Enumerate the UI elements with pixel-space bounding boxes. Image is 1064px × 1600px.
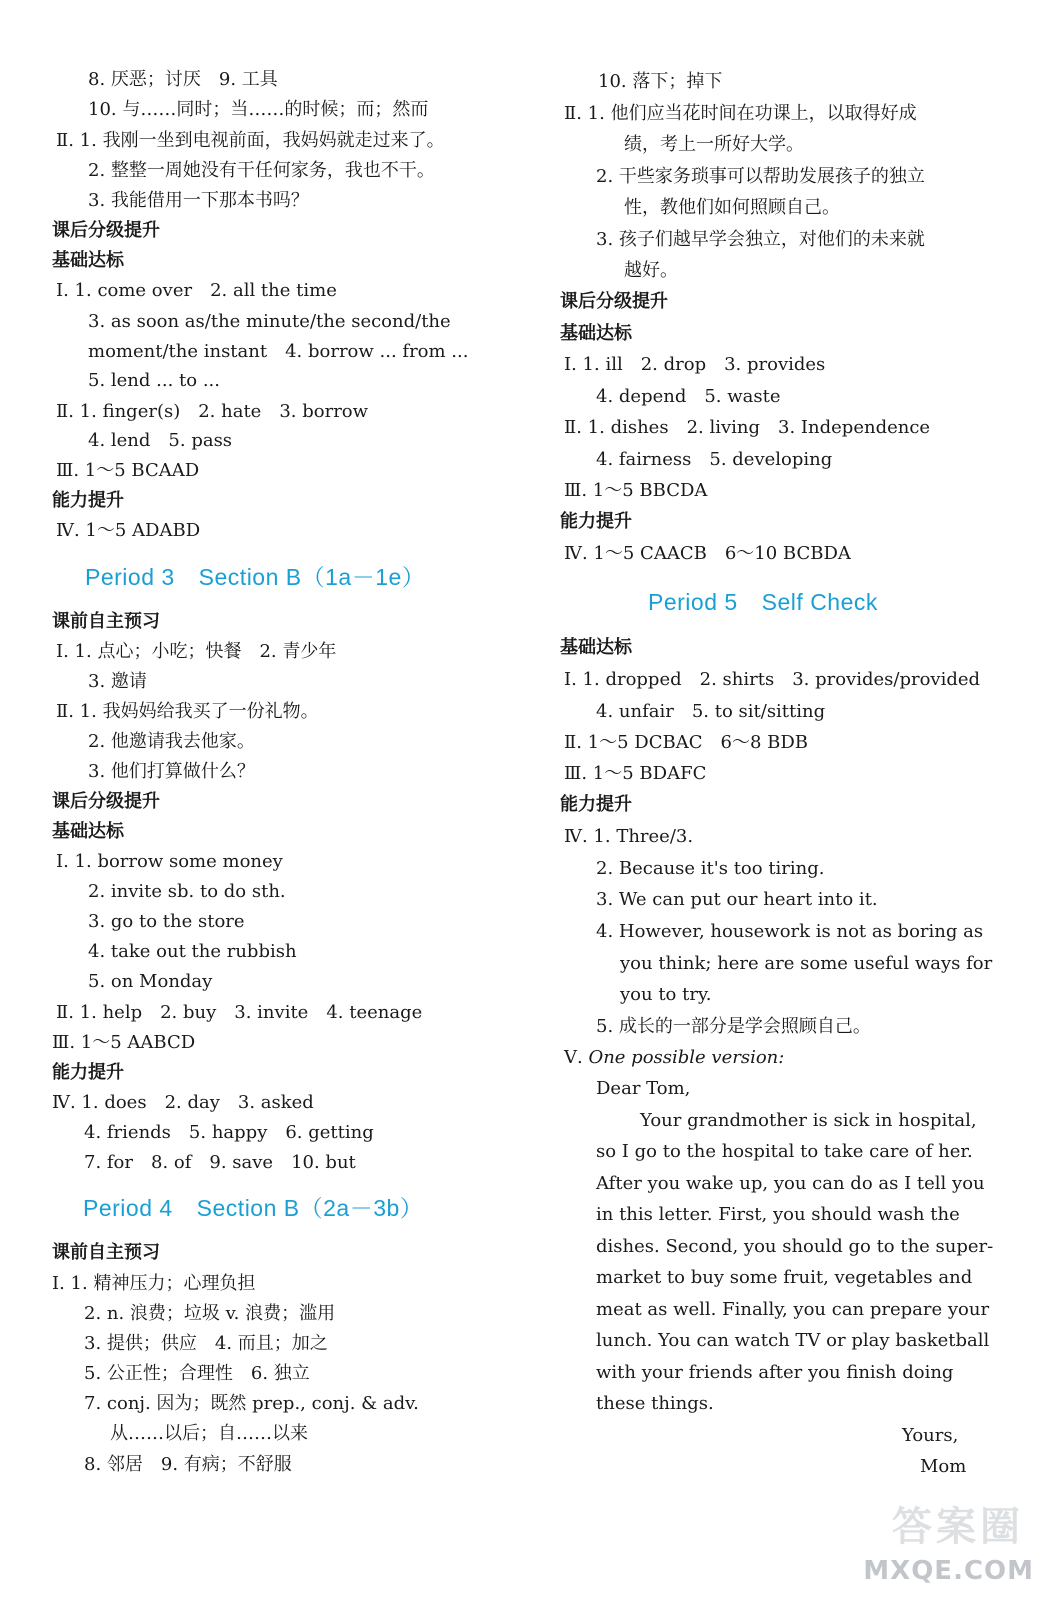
answer-line: Ⅲ. 1～5 BDAFC xyxy=(564,763,707,784)
answer-line: 3. 孩子们越早学会独立，对他们的未来就 xyxy=(596,229,925,250)
answer-line: 4. friends 5. happy 6. getting xyxy=(84,1122,374,1143)
answer-line: 2. 整整一周她没有干任何家务，我也不干。 xyxy=(88,160,435,181)
answer-line: 2. n. 浪费；垃圾 v. 浪费；滥用 xyxy=(84,1303,336,1324)
answer-line: 4. lend 5. pass xyxy=(88,430,233,451)
answer-line: 4. depend 5. waste xyxy=(596,386,781,407)
watermark-logo: 答案圈 xyxy=(892,1504,1024,1550)
answer-line: 8. 邻居 9. 有病；不舒服 xyxy=(84,1454,292,1475)
section-heading: 能力提升 xyxy=(560,794,632,815)
answer-line: 4. fairness 5. developing xyxy=(596,449,833,470)
section-heading: 课前自主预习 xyxy=(52,611,160,632)
answer-line: Ⅰ. 1. dropped 2. shirts 3. provides/provided xyxy=(564,669,981,690)
answer-line: so I go to the hospital to take care of her. xyxy=(596,1141,973,1162)
answer-line: Ⅱ. 1. 他们应当花时间在功课上，以取得好成 xyxy=(564,103,917,124)
answer-line: Ⅱ. 1. help 2. buy 3. invite 4. teenage xyxy=(56,1002,423,1023)
answer-line: Ⅰ. 1. 点心；小吃；快餐 2. 青少年 xyxy=(56,641,337,662)
answer-line: meat as well. Finally, you can prepare your xyxy=(596,1299,990,1320)
answer-line: 3. We can put our heart into it. xyxy=(596,889,878,910)
answer-line: Ⅲ. 1～5 BCAAD xyxy=(56,460,200,481)
answer-line: market to buy some fruit, vegetables and xyxy=(596,1267,973,1288)
version-note: One possible version: xyxy=(588,1047,785,1068)
answer-line: Ⅰ. 1. come over 2. all the time xyxy=(56,280,337,301)
answer-line: 5. lend ... to ... xyxy=(88,370,220,391)
answer-line: After you wake up, you can do as I tell you xyxy=(596,1173,985,1194)
answer-line: 10. 落下；掉下 xyxy=(598,71,723,92)
section-heading: 课后分级提升 xyxy=(52,791,160,812)
answer-line: 越好。 xyxy=(624,260,678,281)
answer-line: Ⅳ. 1. does 2. day 3. asked xyxy=(52,1092,314,1113)
answer-line: 性，教他们如何照顾自己。 xyxy=(624,197,840,218)
section-heading: 课后分级提升 xyxy=(560,291,668,312)
answer-line: these things. xyxy=(596,1393,714,1414)
answer-line: 5. 成长的一部分是学会照顾自己。 xyxy=(596,1016,871,1037)
answer-line: Your grandmother is sick in hospital, xyxy=(640,1110,977,1131)
answer-line: Ⅲ. 1～5 AABCD xyxy=(52,1032,196,1053)
section-heading: 基础达标 xyxy=(52,821,124,842)
section-heading: 基础达标 xyxy=(560,323,632,344)
section-heading: 课前自主预习 xyxy=(52,1242,160,1263)
period-heading xyxy=(648,587,878,617)
section-heading: 能力提升 xyxy=(560,511,632,532)
answer-line: 7. for 8. of 9. save 10. but xyxy=(84,1152,356,1173)
section-label: Self Check xyxy=(761,589,878,615)
answer-line: Ⅲ. 1～5 BBCDA xyxy=(564,480,708,501)
answer-line: 2. 他邀请我去他家。 xyxy=(88,731,255,752)
answer-line: 4. However, housework is not as boring as xyxy=(596,921,984,942)
answer-line: Ⅱ. 1. finger(s) 2. hate 3. borrow xyxy=(56,401,369,422)
answer-line: Ⅱ. 1. dishes 2. living 3. Independence xyxy=(564,417,931,438)
period-heading xyxy=(83,1193,423,1223)
answer-line: 10. 与……同时；当……的时候；而；然而 xyxy=(88,99,429,120)
answer-line: 3. 我能借用一下那本书吗？ xyxy=(88,190,309,211)
answer-line: 3. as soon as/the minute/the second/the xyxy=(88,311,451,332)
answer-line: in this letter. First, you should wash the xyxy=(596,1204,960,1225)
section-heading: 能力提升 xyxy=(52,1062,124,1083)
answer-line: 2. Because it's too tiring. xyxy=(596,858,825,879)
answer-line: Yours, xyxy=(902,1425,959,1446)
answer-line: Ⅴ. One possible version: xyxy=(564,1047,785,1068)
answer-line: 2. invite sb. to do sth. xyxy=(88,881,286,902)
answer-line: 2. 干些家务琐事可以帮助发展孩子的独立 xyxy=(596,166,925,187)
answer-line: Ⅱ. 1. 我妈妈给我买了一份礼物。 xyxy=(56,701,319,722)
answer-line: 4. take out the rubbish xyxy=(88,941,297,962)
answer-line: Ⅱ. 1. 我刚一坐到电视前面，我妈妈就走过来了。 xyxy=(56,130,445,151)
answer-line: 3. go to the store xyxy=(88,911,245,932)
period-label: Period 4 xyxy=(83,1195,173,1221)
answer-line: dishes. Second, you should go to the super- xyxy=(596,1236,994,1257)
answer-line: Ⅱ. 1～5 DCBAC 6～8 BDB xyxy=(564,732,809,753)
answer-line: you think; here are some useful ways for xyxy=(620,953,993,974)
answer-line: 5. 公正性；合理性 6. 独立 xyxy=(84,1363,310,1384)
answer-line: moment/the instant 4. borrow ... from ... xyxy=(88,341,469,362)
answer-line: 从……以后；自……以来 xyxy=(110,1423,308,1444)
answer-line: 绩，考上一所好大学。 xyxy=(624,134,804,155)
section-heading: 基础达标 xyxy=(560,637,632,658)
answer-line: 3. 提供；供应 4. 而且；加之 xyxy=(84,1333,328,1354)
section-label: Section B（2a－3b） xyxy=(196,1195,424,1221)
answer-line: Ⅰ. 1. 精神压力；心理负担 xyxy=(52,1273,256,1294)
answer-line: 4. unfair 5. to sit/sitting xyxy=(596,701,826,722)
answer-line: Ⅳ. 1. Three/3. xyxy=(564,826,694,847)
section-heading: 基础达标 xyxy=(52,250,124,271)
answer-line: you to try. xyxy=(620,984,712,1005)
period-label: Period 3 xyxy=(85,564,175,590)
answer-line: with your friends after you finish doing xyxy=(596,1362,954,1383)
answer-line: 3. 邀请 xyxy=(88,671,147,692)
answer-line: Ⅳ. 1～5 ADABD xyxy=(56,520,201,541)
answer-line: 5. on Monday xyxy=(88,971,213,992)
watermark-text: MXQE.COM xyxy=(863,1556,1034,1586)
answer-line: lunch. You can watch TV or play basketball xyxy=(596,1330,990,1351)
period-label: Period 5 xyxy=(648,589,738,615)
answer-line: Ⅳ. 1～5 CAACB 6～10 BCBDA xyxy=(564,543,851,564)
answer-line: 3. 他们打算做什么？ xyxy=(88,761,255,782)
section-heading: 课后分级提升 xyxy=(52,220,160,241)
answer-line: Mom xyxy=(920,1456,967,1477)
answer-line: Ⅰ. 1. borrow some money xyxy=(56,851,283,872)
section-heading: 能力提升 xyxy=(52,490,124,511)
answer-line: 7. conj. 因为；既然 prep., conj. & adv. xyxy=(84,1393,419,1414)
answer-line: 8. 厌恶；讨厌 9. 工具 xyxy=(88,69,278,90)
period-heading xyxy=(85,562,425,592)
section-label: Section B（1a－1e） xyxy=(198,564,426,590)
answer-line: Ⅰ. 1. ill 2. drop 3. provides xyxy=(564,354,826,375)
answer-line: Dear Tom, xyxy=(596,1078,691,1099)
